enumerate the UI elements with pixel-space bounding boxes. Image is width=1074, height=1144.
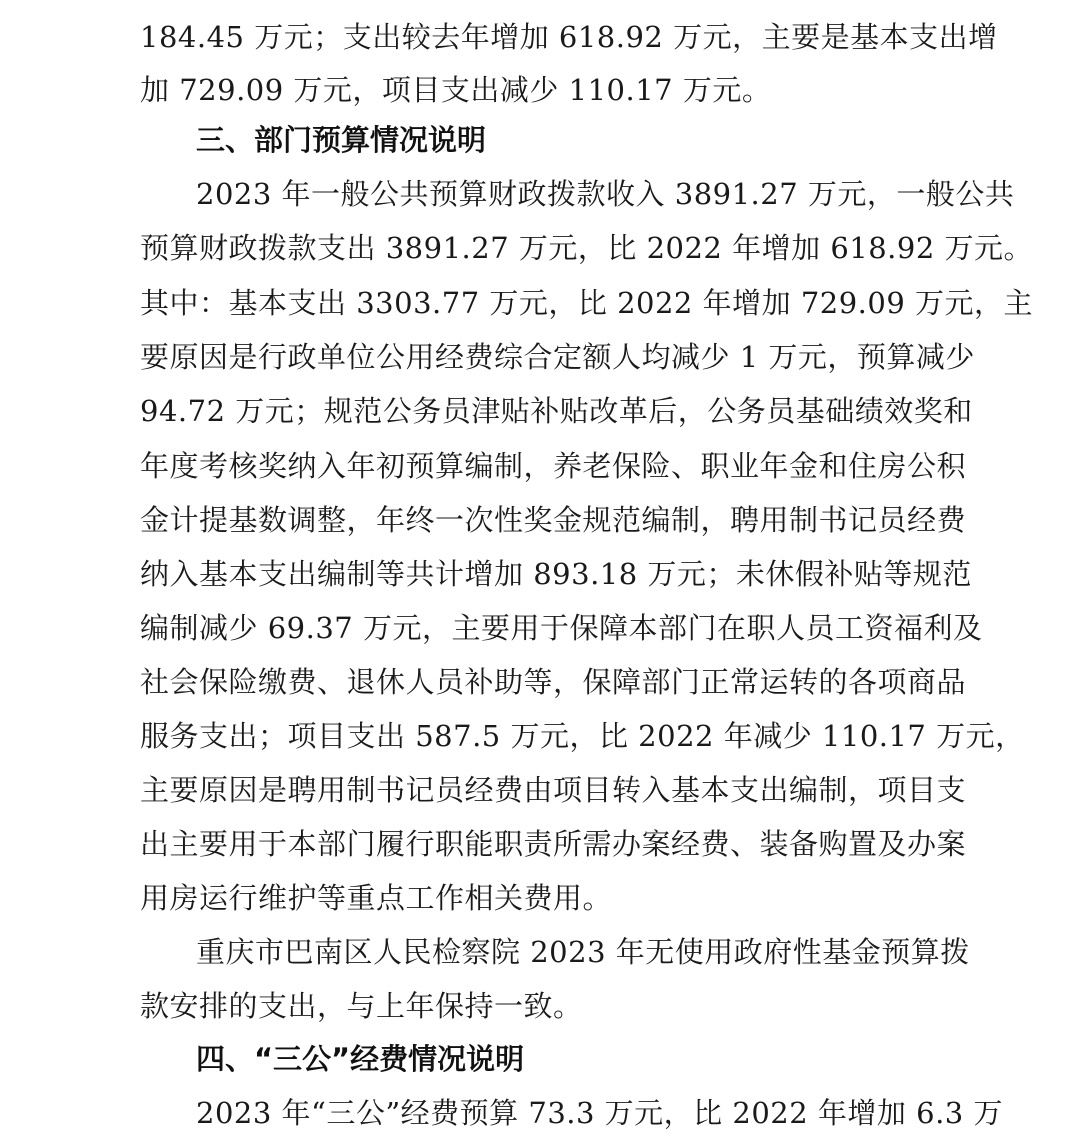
paragraph-line: 社会保险缴费、退休人员补助等，保障部门正常运转的各项商品	[140, 665, 967, 699]
paragraph-line: 2023 年一般公共预算财政拨款收入 3891.27 万元，一般公共	[196, 177, 1015, 211]
paragraph-line: 主要原因是聘用制书记员经费由项目转入基本支出编制，项目支	[140, 773, 967, 807]
paragraph-line: 出主要用于本部门履行职能职责所需办案经费、装备购置及办案	[140, 827, 967, 861]
paragraph-line: 用房运行维护等重点工作相关费用。	[140, 881, 613, 915]
paragraph-line: 款安排的支出，与上年保持一致。	[140, 989, 583, 1023]
paragraph-line: 要原因是行政单位公用经费综合定额人均减少 1 万元，预算减少	[140, 340, 975, 374]
paragraph-line: 其中：基本支出 3303.77 万元，比 2022 年增加 729.09 万元，主	[140, 286, 1034, 320]
paragraph-line: 金计提基数调整，年终一次性奖金规范编制，聘用制书记员经费	[140, 503, 967, 537]
paragraph-line: 年度考核奖纳入年初预算编制，养老保险、职业年金和住房公积	[140, 449, 967, 483]
paragraph-line: 服务支出；项目支出 587.5 万元，比 2022 年减少 110.17 万元，	[140, 719, 1025, 753]
paragraph-line: 2023 年“三公”经费预算 73.3 万元，比 2022 年增加 6.3 万	[196, 1096, 1003, 1130]
paragraph-line: 编制减少 69.37 万元，主要用于保障本部门在职人员工资福利及	[140, 611, 983, 645]
paragraph-line: 94.72 万元；规范公务员津贴补贴改革后，公务员基础绩效奖和	[140, 394, 973, 428]
paragraph-line: 重庆市巴南区人民检察院 2023 年无使用政府性基金预算拨	[196, 935, 970, 969]
paragraph-line: 纳入基本支出编制等共计增加 893.18 万元；未休假补贴等规范	[140, 557, 972, 591]
section-heading-4: 四、“三公”经费情况说明	[196, 1042, 525, 1076]
section-heading-3: 三、部门预算情况说明	[196, 123, 487, 157]
paragraph-line: 184.45 万元；支出较去年增加 618.92 万元，主要是基本支出增	[140, 20, 998, 54]
paragraph-line: 加 729.09 万元，项目支出减少 110.17 万元。	[140, 73, 772, 107]
paragraph-line: 预算财政拨款支出 3891.27 万元，比 2022 年增加 618.92 万元。	[140, 231, 1034, 265]
